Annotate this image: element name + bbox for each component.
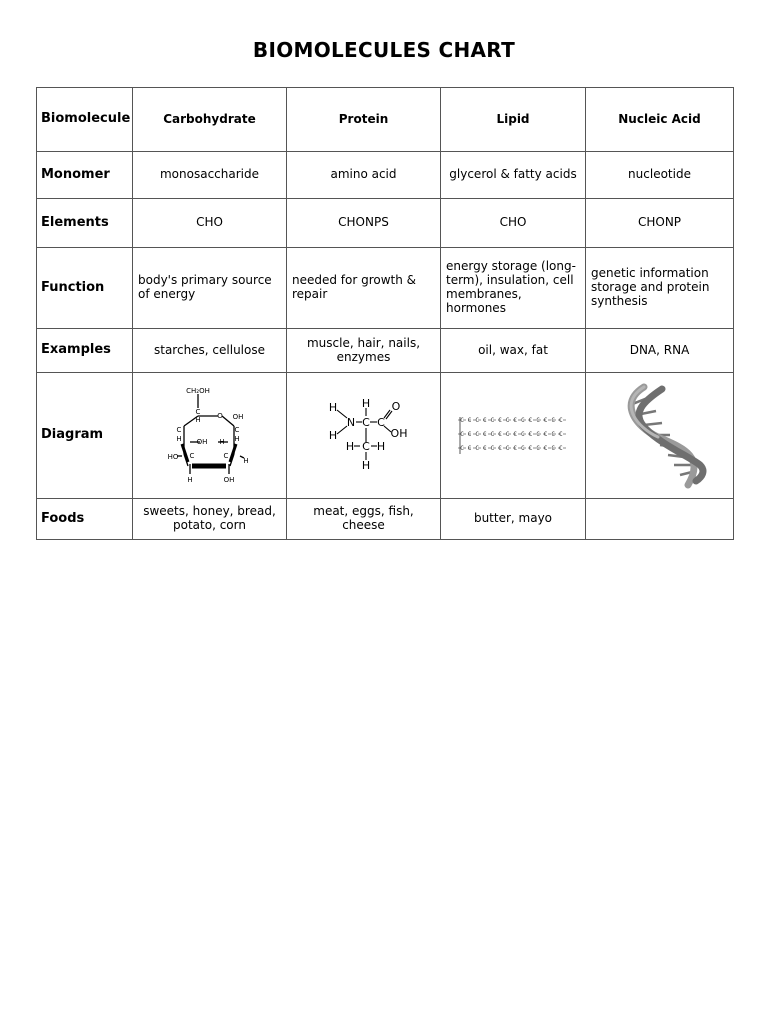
svg-text:H: H <box>194 415 201 424</box>
amino-acid-diagram <box>314 396 414 476</box>
carbon-atom: C <box>505 430 510 438</box>
column-header-carbohydrate: Carbohydrate <box>133 88 287 152</box>
svg-text:O: O <box>391 399 400 413</box>
table-row-foods <box>37 499 734 540</box>
svg-text:H: H <box>218 437 225 446</box>
carbon-atom: C <box>467 430 472 438</box>
svg-text:H: H <box>328 400 337 414</box>
table-header-row <box>37 88 734 152</box>
triglyceride-diagram <box>454 414 572 458</box>
carbon-atom: C <box>528 444 533 452</box>
carbon-atom: C <box>490 430 495 438</box>
column-header-lipid: Lipid <box>441 88 586 152</box>
table-cell: energy storage (long-term), insulation, cell membranes, hormones <box>441 248 586 329</box>
table-cell: DNA, RNA <box>586 329 734 373</box>
svg-text:OH: OH <box>390 426 407 440</box>
carbon-atom: C <box>528 416 533 424</box>
svg-text:N: N <box>346 415 355 429</box>
table-row-monomer <box>37 152 734 199</box>
svg-text:H: H <box>175 434 182 443</box>
table-cell: glycerol & fatty acids <box>441 152 586 199</box>
glucose-ring-diagram <box>160 386 260 486</box>
carbon-atom: C <box>520 444 525 452</box>
table-cell: starches, cellulose <box>133 329 287 373</box>
table-cell: amino acid <box>287 152 441 199</box>
table-cell: meat, eggs, fish, cheese <box>287 499 441 540</box>
svg-text:H: H <box>328 428 337 442</box>
table-cell: butter, mayo <box>441 499 586 540</box>
table-row-function <box>37 248 734 329</box>
carbon-atom: C <box>460 416 464 424</box>
svg-text:OH: OH <box>223 475 234 484</box>
carbon-atom: C <box>558 416 563 424</box>
svg-text:H: H <box>376 439 385 453</box>
table-cell: CHO <box>133 199 287 248</box>
page-title: BIOMOLECULES CHART <box>252 38 516 62</box>
carbon-atom: C <box>558 444 563 452</box>
carbon-atom: C <box>536 444 540 452</box>
table-cell: monosaccharide <box>133 152 287 199</box>
table-cell <box>287 373 441 499</box>
table-cell: muscle, hair, nails, enzymes <box>287 329 441 373</box>
svg-text:C: C <box>223 451 228 460</box>
row-label-diagram: Diagram <box>37 373 133 499</box>
carbon-atom: C <box>505 444 510 452</box>
carbon-atom: C <box>498 430 502 438</box>
table-cell <box>441 373 586 499</box>
svg-text:H: H <box>233 434 240 443</box>
svg-text:HO: HO <box>167 452 178 461</box>
column-header-nucleic-acid: Nucleic Acid <box>586 88 734 152</box>
table-cell: needed for growth & repair <box>287 248 441 329</box>
svg-text:C: C <box>234 425 239 434</box>
carbon-atom: C <box>475 416 480 424</box>
carbon-atom: C <box>482 444 487 452</box>
carbon-atom: C <box>467 444 472 452</box>
table-cell: genetic information storage and protein synthesis <box>586 248 734 329</box>
svg-text:CH₂OH: CH₂OH <box>185 386 210 395</box>
carbon-atom: C <box>460 430 464 438</box>
carbon-atom: C <box>551 430 556 438</box>
carbon-atom: C <box>513 416 518 424</box>
table-cell <box>586 373 734 499</box>
svg-text:C: C <box>376 415 385 429</box>
carbon-atom: C <box>543 444 548 452</box>
column-header-protein: Protein <box>287 88 441 152</box>
row-label-function: Function <box>37 248 133 329</box>
svg-text:H: H <box>186 475 193 484</box>
table-row-diagram <box>37 373 734 499</box>
table-cell <box>133 373 287 499</box>
carbon-atom: C <box>498 444 502 452</box>
carbon-atom: C <box>460 444 464 452</box>
carbon-atom: C <box>490 444 495 452</box>
svg-text:C: C <box>361 439 370 453</box>
svg-text:O: O <box>216 411 223 420</box>
table-row-examples <box>37 329 734 373</box>
carbon-atom: C <box>467 416 472 424</box>
row-label-monomer: Monomer <box>37 152 133 199</box>
row-label-elements: Elements <box>37 199 133 248</box>
table-cell: CHO <box>441 199 586 248</box>
svg-text:H: H <box>242 456 249 465</box>
row-label-foods: Foods <box>37 499 133 540</box>
carbon-atom: C <box>482 416 487 424</box>
table-cell: nucleotide <box>586 152 734 199</box>
table-cell <box>586 499 734 540</box>
carbon-atom: C <box>513 444 518 452</box>
carbon-atom: C <box>543 416 548 424</box>
table-cell: CHONPS <box>287 199 441 248</box>
carbon-atom: C <box>536 430 540 438</box>
dna-double-helix-image <box>610 383 710 489</box>
svg-text:C: C <box>361 415 370 429</box>
svg-text:C: C <box>195 407 200 416</box>
svg-text:H: H <box>345 439 354 453</box>
table-cell: sweets, honey, bread, potato, corn <box>133 499 287 540</box>
carbon-atom: C <box>475 430 480 438</box>
svg-text:H: H <box>361 458 370 472</box>
table-cell: oil, wax, fat <box>441 329 586 373</box>
table-row-elements <box>37 199 734 248</box>
table-cell: body's primary source of energy <box>133 248 287 329</box>
carbon-atom: C <box>498 416 502 424</box>
row-label-examples: Examples <box>37 329 133 373</box>
svg-text:H: H <box>361 396 370 410</box>
svg-text:C: C <box>189 451 194 460</box>
carbon-atom: C <box>475 444 480 452</box>
carbon-atom: C <box>536 416 540 424</box>
svg-text:OH: OH <box>196 437 207 446</box>
carbon-atom: C <box>543 430 548 438</box>
carbon-atom: C <box>482 430 487 438</box>
carbon-atom: C <box>490 416 495 424</box>
svg-text:OH: OH <box>232 412 243 421</box>
carbon-atom: C <box>551 444 556 452</box>
carbon-atom: C <box>520 416 525 424</box>
carbon-atom: C <box>513 430 518 438</box>
carbon-atom: C <box>551 416 556 424</box>
carbon-atom: C <box>558 430 563 438</box>
biomolecules-table <box>36 87 734 540</box>
svg-text:C: C <box>176 425 181 434</box>
carbon-atom: C <box>505 416 510 424</box>
table-cell: CHONP <box>586 199 734 248</box>
carbon-atom: C <box>520 430 525 438</box>
carbon-atom: C <box>528 430 533 438</box>
corner-header: Biomolecule <box>37 88 133 152</box>
